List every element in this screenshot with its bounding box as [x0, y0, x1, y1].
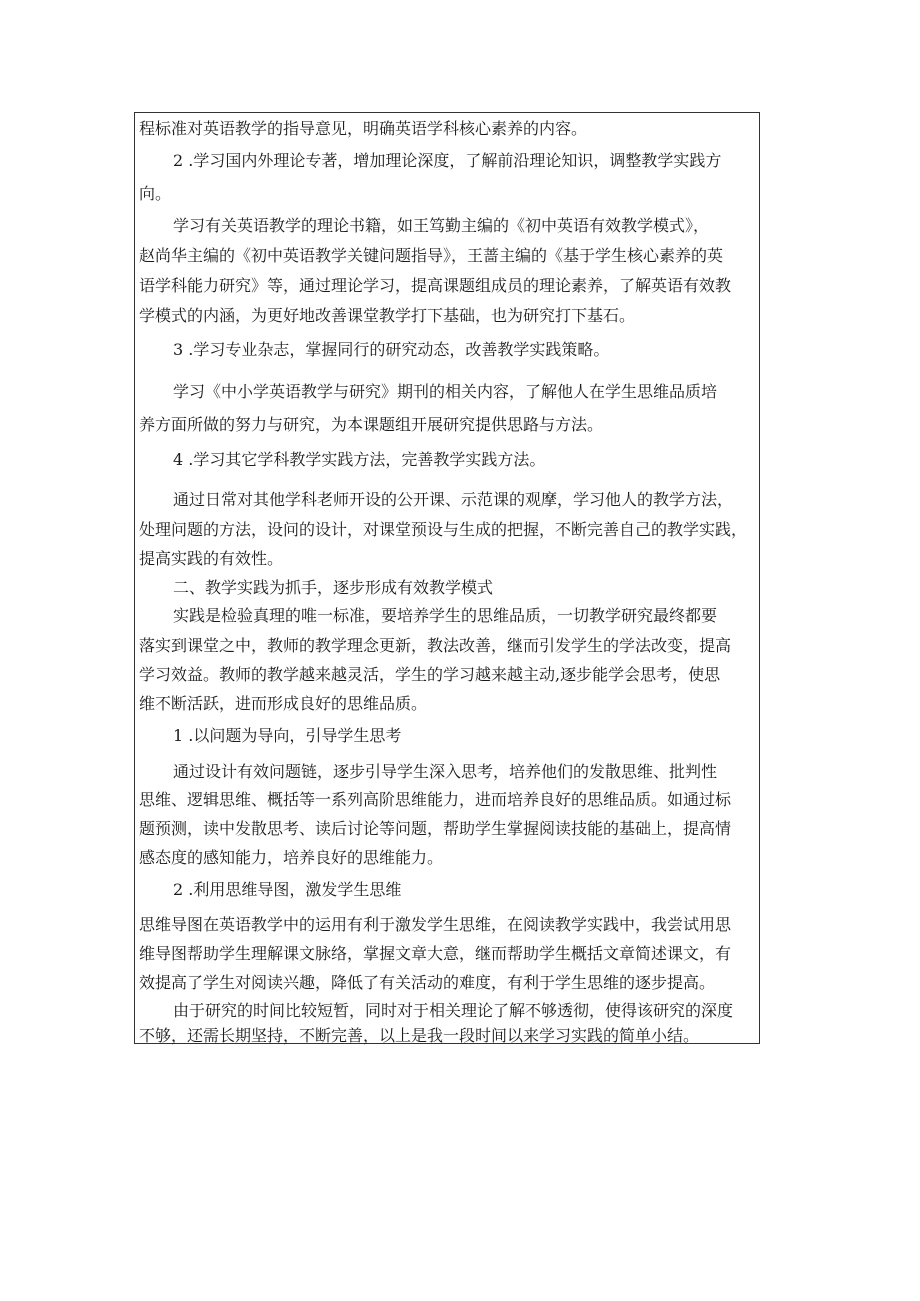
text-line: 学习《中小学英语教学与研究》期刊的相关内容，了解他人在学生思维品质培 — [173, 382, 718, 401]
text-line: 感态度的感知能力，培养良好的思维能力。 — [139, 848, 444, 867]
text-line: 提高实践的有效性。 — [139, 549, 284, 568]
text-line: 通过设计有效问题链，逐步引导学生深入思考，培养他们的发散思维、批判性 — [173, 762, 718, 781]
section-heading: 二、教学实践为抓手，逐步形成有效教学模式 — [173, 578, 494, 597]
text-line: 学模式的内涵，为更好地改善课堂教学打下基础，也为研究打下基石。 — [139, 306, 636, 325]
text-line: 4 .学习其它学科教学实践方法，完善教学实践方法。 — [173, 450, 546, 469]
document-frame — [134, 112, 760, 1044]
text-line: 学习有关英语教学的理论书籍，如王笃勤主编的《初中英语有效教学模式》， — [173, 216, 710, 235]
text-line: 落实到课堂之中，教师的教学理念更新，教法改善，继而引发学生的学法改变，提高 — [139, 636, 732, 655]
text-line: 2 .利用思维导图，激发学生思维 — [173, 880, 402, 899]
text-line: 题预测，读中发散思考、读后讨论等问题，帮助学生掌握阅读技能的基础上，提高情 — [139, 819, 732, 838]
text-line: 1 .以问题为导向，引导学生思考 — [173, 726, 402, 745]
text-line: 向。 — [139, 184, 172, 203]
text-line: 语学科能力研究》等，通过理论学习，提高课题组成员的理论素养，了解英语有效教 — [139, 276, 732, 295]
text-line: 学习效益。教师的教学越来越灵活，学生的学习越来越主动,逐步能学会思考，使思 — [139, 665, 721, 684]
text-line: 思维、逻辑思维、概括等一系列高阶思维能力，进而培养良好的思维品质。如通过标 — [139, 790, 732, 809]
text-line: 思维导图在英语教学中的运用有利于激发学生思维，在阅读教学实践中，我尝试用思 — [139, 915, 732, 934]
text-line: 维导图帮助学生理解课文脉络，掌握文章大意，继而帮助学生概括文章简述课文，有 — [139, 944, 732, 963]
text-line: 实践是检验真理的唯一标准，要培养学生的思维品质，一切教学研究最终都要 — [173, 606, 718, 625]
text-line: 维不断活跃，进而形成良好的思维品质。 — [139, 694, 428, 713]
text-line: 效提高了学生对阅读兴趣，降低了有关活动的难度，有利于学生思维的逐步提高。 — [139, 973, 716, 992]
text-line: 由于研究的时间比较短暂，同时对于相关理论了解不够透彻，使得该研究的深度 — [173, 1001, 734, 1020]
text-line: 程标准对英语教学的指导意见，明确英语学科核心素养的内容。 — [139, 119, 588, 138]
text-line: 赵尚华主编的《初中英语教学关键问题指导》，王蔷主编的《基于学生核心素养的英 — [139, 246, 724, 265]
text-line: 养方面所做的努力与研究，为本课题组开展研究提供思路与方法。 — [139, 415, 604, 434]
text-line: 2 .学习国内外理论专著，增加理论深度，了解前沿理论知识，调整教学实践方 — [173, 151, 722, 170]
text-line: 3 .学习专业杂志，掌握同行的研究动态，改善教学实践策略。 — [173, 340, 610, 359]
text-line: 通过日常对其他学科老师开设的公开课、示范课的观摩，学习他人的教学方法， — [173, 490, 734, 509]
text-line: 处理问题的方法，设问的设计，对课堂预设与生成的把握，不断完善自己的教学实践， — [139, 520, 748, 539]
text-line: 不够，还需长期坚持，不断完善，以上是我一段时间以来学习实践的简单小结。 — [139, 1026, 700, 1045]
